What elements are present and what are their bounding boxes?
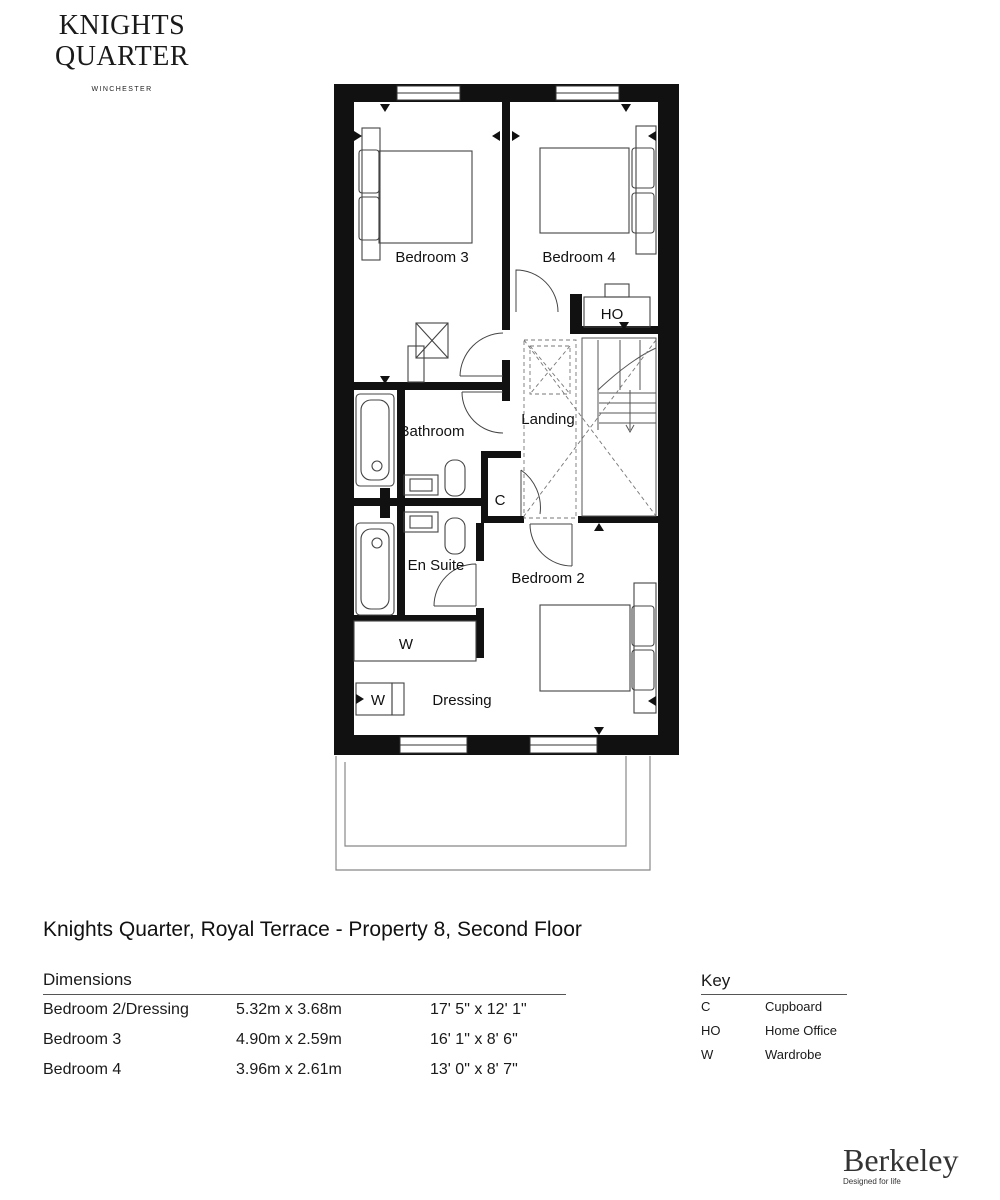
room-label-bathroom: Bathroom xyxy=(399,423,465,440)
key-code: HO xyxy=(701,1023,721,1038)
dimension-imperial: 13' 0" x 8' 7" xyxy=(430,1061,518,1078)
developer-name: Berkeley xyxy=(843,1142,959,1178)
room-label-bedroom-3: Bedroom 3 xyxy=(395,249,469,266)
table-row xyxy=(43,1055,566,1085)
developer-tagline: Designed for life xyxy=(843,1177,901,1186)
logo-place: WINCHESTER xyxy=(91,86,153,93)
key-heading: Key xyxy=(701,971,847,995)
room-label-landing: Landing xyxy=(521,411,575,428)
dimension-imperial: 16' 1" x 8' 6" xyxy=(430,1031,518,1048)
staircase xyxy=(582,338,656,516)
key-meaning: Home Office xyxy=(765,1023,838,1038)
dimension-imperial: 17' 5" x 12' 1" xyxy=(430,1001,527,1018)
key-meaning: Wardrobe xyxy=(765,1047,822,1062)
dimensions-table xyxy=(43,970,566,1085)
room-label-bedroom-2: Bedroom 2 xyxy=(511,570,585,587)
berkeley-logo xyxy=(843,1143,959,1186)
plan-title: Knights Quarter, Royal Terrace - Property 8, Second Floor xyxy=(43,918,582,941)
key-row xyxy=(701,1043,847,1067)
landing-void xyxy=(524,340,656,518)
room-label-cupboard: C xyxy=(494,492,506,509)
room-label-wardrobe-small: W xyxy=(370,692,386,709)
dimension-room: Bedroom 3 xyxy=(43,1031,122,1048)
room-label-en-suite: En Suite xyxy=(407,557,465,574)
table-row xyxy=(43,1025,566,1055)
key-code: C xyxy=(701,999,711,1014)
key-meaning: Cupboard xyxy=(765,999,823,1014)
logo-line-2: QUARTER xyxy=(54,41,190,72)
room-label-dressing: Dressing xyxy=(432,692,492,709)
dimensions-heading: Dimensions xyxy=(43,970,566,995)
room-label-wardrobe: W xyxy=(398,636,414,653)
key-code: W xyxy=(701,1047,714,1062)
dimension-metric: 4.90m x 2.59m xyxy=(236,1031,342,1048)
logo-line-1: KNIGHTS xyxy=(58,10,186,41)
dimension-metric: 3.96m x 2.61m xyxy=(236,1061,342,1078)
room-label-bedroom-4: Bedroom 4 xyxy=(542,249,616,266)
room-label-home-office: HO xyxy=(600,306,624,323)
dimension-metric: 5.32m x 3.68m xyxy=(236,1001,342,1018)
table-row xyxy=(43,995,566,1025)
key-row xyxy=(701,1019,847,1043)
balcony-outline xyxy=(336,756,650,870)
interior-walls xyxy=(354,100,658,658)
dimension-room: Bedroom 2/Dressing xyxy=(43,1001,189,1018)
key-table xyxy=(701,971,847,1067)
key-row xyxy=(701,995,847,1019)
dimension-room: Bedroom 4 xyxy=(43,1061,122,1078)
